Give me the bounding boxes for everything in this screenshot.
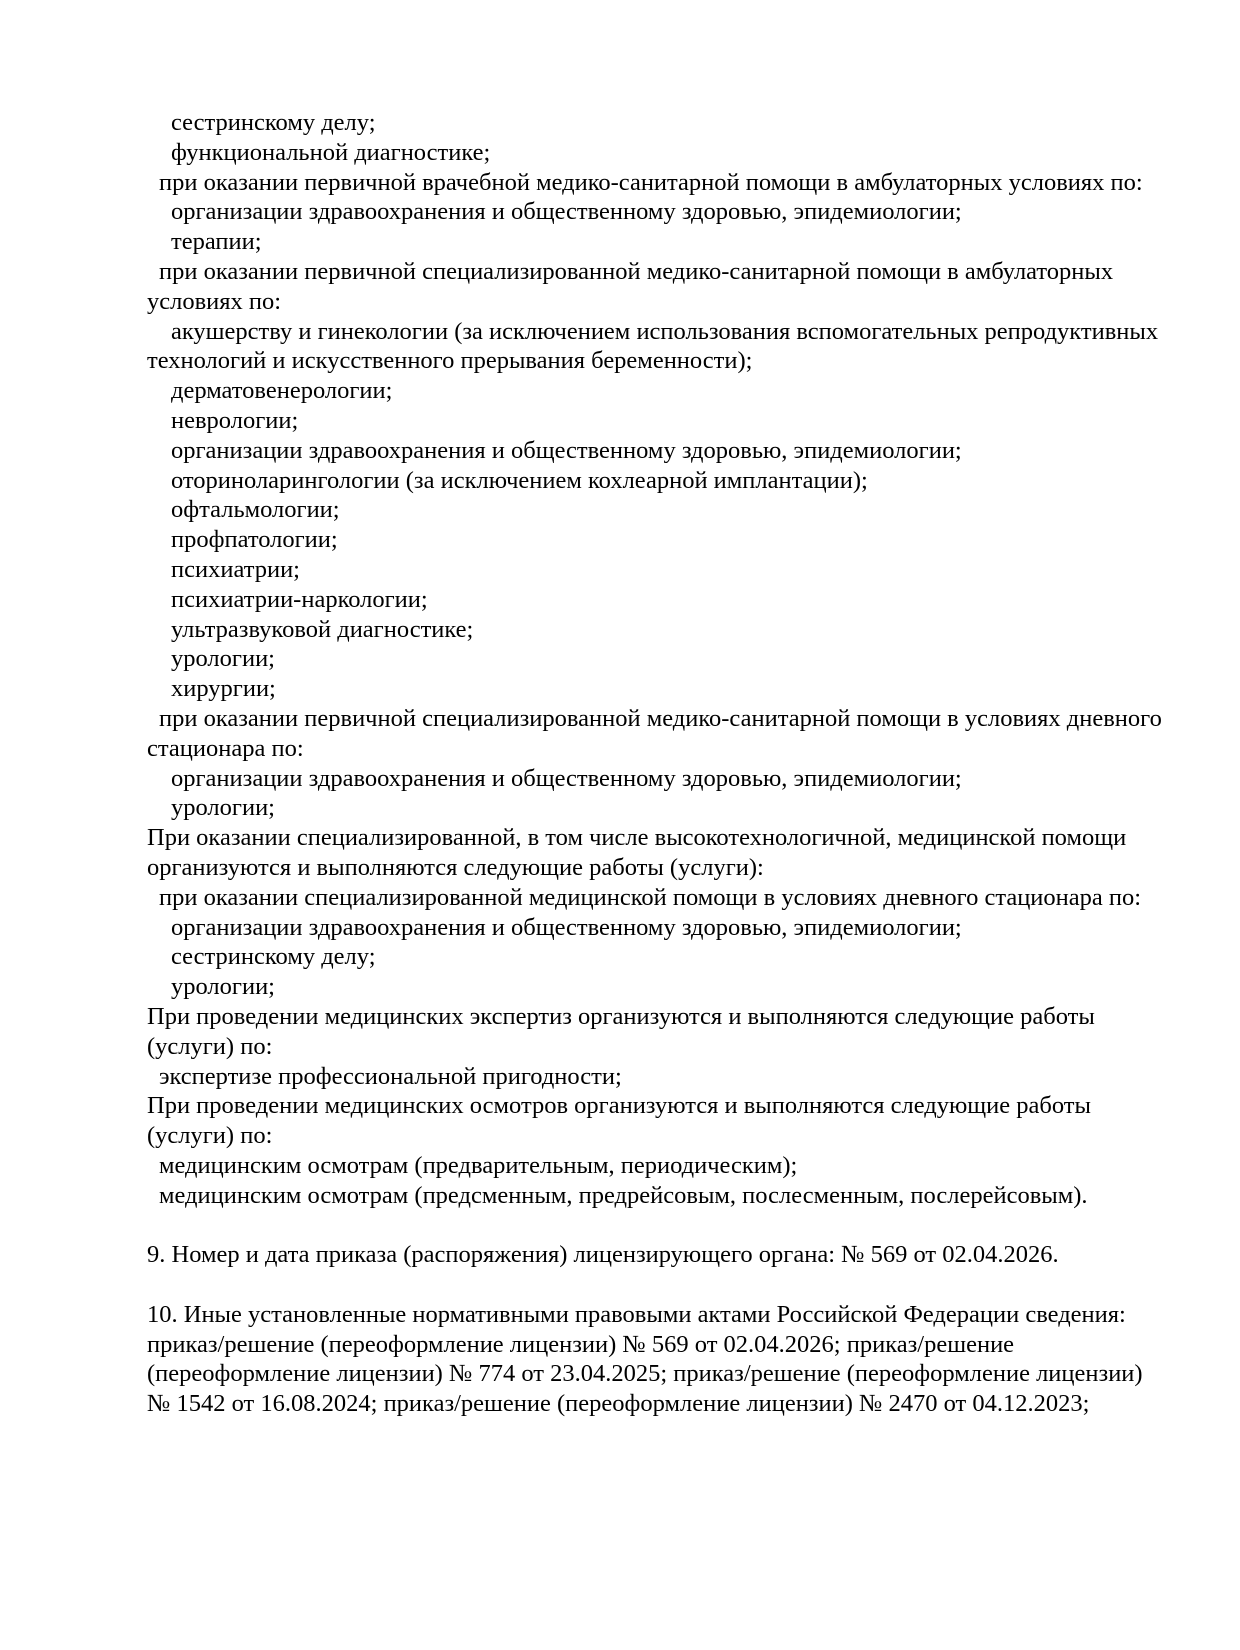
document-line: стационара по: bbox=[147, 734, 304, 762]
document-line: при оказании первичной специализированной медико-санитарной помощи в амбулаторных bbox=[159, 257, 1114, 285]
document-line: организации здравоохранения и общественному здоровью, эпидемиологии; bbox=[171, 764, 962, 792]
document-line: хирургии; bbox=[171, 675, 276, 703]
document-line: функциональной диагностике; bbox=[171, 138, 491, 166]
document-line: сестринскому делу; bbox=[171, 943, 376, 971]
blank-line bbox=[147, 1270, 1207, 1300]
document-line: организации здравоохранения и общественному здоровью, эпидемиологии; bbox=[171, 436, 962, 464]
document-line: оториноларингологии (за исключением кохлеарной имплантации); bbox=[171, 466, 868, 494]
document-line: (услуги) по: bbox=[147, 1122, 273, 1150]
document-line: терапии; bbox=[171, 228, 262, 256]
document-line: психиатрии; bbox=[171, 555, 300, 583]
document-line: ультразвуковой диагностике; bbox=[171, 615, 474, 643]
document-line: при оказании первичной врачебной медико-санитарной помощи в амбулаторных условиях по: bbox=[159, 168, 1143, 196]
document-line: акушерству и гинекологии (за исключением использования вспомогательных репродуктивных bbox=[171, 317, 1159, 345]
document-line: урологии; bbox=[171, 794, 275, 822]
document-line: (переоформление лицензии) № 774 от 23.04.2025; приказ/решение (переоформление лицензии) bbox=[147, 1360, 1143, 1388]
document-line: (услуги) по: bbox=[147, 1032, 273, 1060]
document-line: при оказании специализированной медицинской помощи в условиях дневного стационара по: bbox=[159, 883, 1142, 911]
document-line: При проведении медицинских осмотров организуются и выполняются следующие работы bbox=[147, 1092, 1091, 1120]
document-line: офтальмологии; bbox=[171, 496, 340, 524]
document-line: При оказании специализированной, в том числе высокотехнологичной, медицинской помощи bbox=[147, 824, 1127, 852]
document-line: медицинским осмотрам (предсменным, предрейсовым, послесменным, послерейсовым). bbox=[159, 1181, 1088, 1209]
document-line: № 1542 от 16.08.2024; приказ/решение (переоформление лицензии) № 2470 от 04.12.2023; bbox=[147, 1390, 1090, 1418]
document-line: приказ/решение (переоформление лицензии) № 569 от 02.04.2026; приказ/решение bbox=[147, 1330, 1015, 1358]
document-line: организации здравоохранения и общественному здоровью, эпидемиологии; bbox=[171, 198, 962, 226]
document-line: урологии; bbox=[171, 973, 275, 1001]
document-line: технологий и искусственного прерывания беременности); bbox=[147, 347, 753, 375]
document-line: при оказании первичной специализированной медико-санитарной помощи в условиях дневного bbox=[159, 704, 1162, 732]
document-line: дерматовенерологии; bbox=[171, 377, 393, 405]
document-line: 9. Номер и дата приказа (распоряжения) лицензирующего органа: № 569 от 02.04.2026. bbox=[147, 1241, 1059, 1269]
document-line: профпатологии; bbox=[171, 526, 338, 554]
document-line: организуются и выполняются следующие работы (услуги): bbox=[147, 853, 764, 881]
document-line: организации здравоохранения и общественному здоровью, эпидемиологии; bbox=[171, 913, 962, 941]
document-line: сестринскому делу; bbox=[171, 109, 376, 136]
document-line: При проведении медицинских экспертиз организуются и выполняются следующие работы bbox=[147, 1002, 1095, 1030]
document-line: медицинским осмотрам (предварительным, периодическим); bbox=[159, 1151, 798, 1179]
document-line: урологии; bbox=[171, 645, 275, 673]
blank-line bbox=[147, 1210, 1207, 1240]
document-line: психиатрии-наркологии; bbox=[171, 585, 428, 613]
document-line: условиях по: bbox=[147, 287, 282, 315]
document-text-block bbox=[147, 108, 1207, 1419]
document-line: 10. Иные установленные нормативными правовыми актами Российской Федерации сведения: bbox=[147, 1300, 1126, 1328]
document-line: экспертизе профессиональной пригодности; bbox=[159, 1062, 622, 1090]
document-line: неврологии; bbox=[171, 406, 299, 434]
